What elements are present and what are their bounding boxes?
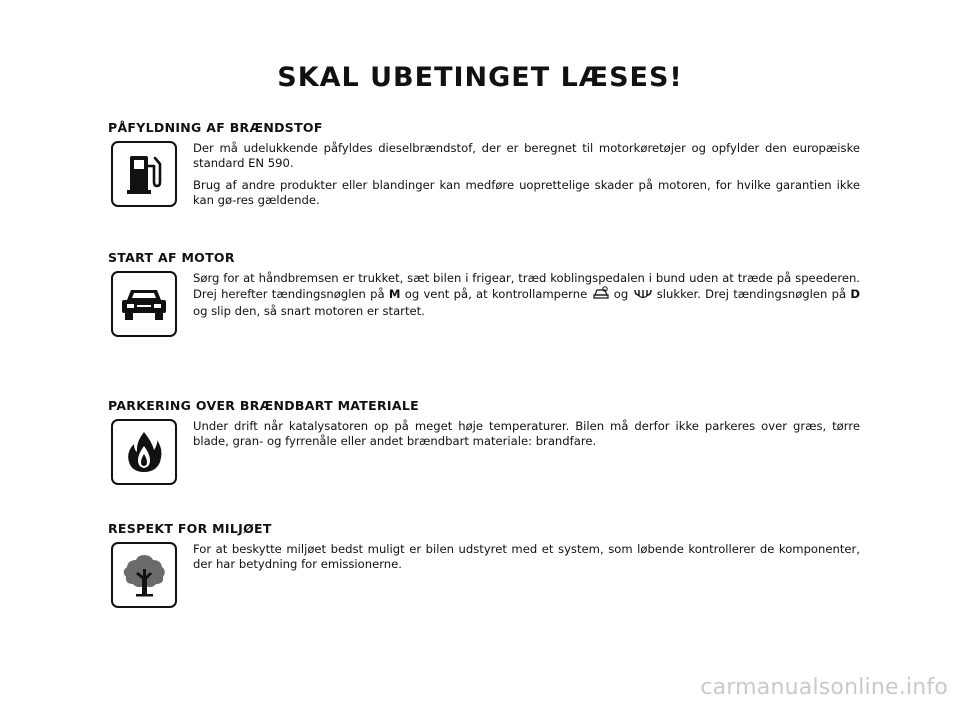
paragraph: For at beskytte miljøet bedst muligt er bilen udstyret med et system, som løbende kontrollerer de komponenter, der har betydning for emissionerne. [193, 542, 860, 571]
text-run: og [609, 286, 633, 301]
fuel-pump-icon [111, 141, 177, 207]
text-run: og slip den, så snart motoren er startet. [193, 304, 425, 319]
section-environment [108, 521, 860, 579]
section-heading: PÅFYLDNING AF BRÆNDSTOF [108, 120, 323, 135]
car-icon [111, 271, 177, 337]
glow-plug-icon [633, 287, 653, 305]
section-heading: RESPEKT FOR MILJØET [108, 521, 272, 536]
text-run: og vent på, at kontrollamperne [400, 286, 592, 301]
section-heading: PARKERING OVER BRÆNDBART MATERIALE [108, 398, 419, 413]
page-title: SKAL UBETINGET LÆSES! [277, 62, 683, 93]
key-position-d: D [850, 286, 860, 301]
tree-icon [111, 542, 177, 608]
text-run: Sørg for at håndbremsen er trukket, sæt bilen i frigear, træd koblingspedalen i bund uden at træde på speederen. Drej herefter tændingsnøglen på [193, 271, 860, 301]
section-fuel [108, 120, 860, 215]
key-position-m: M [388, 286, 401, 301]
paragraph [193, 271, 860, 319]
section-heading: START AF MOTOR [108, 250, 235, 265]
paragraph: Der må udelukkende påfyldes dieselbrændstof, der er beregnet til motorkøretøjer og opfylder den europæiske standard EN 590. [193, 141, 860, 170]
section-parking [108, 398, 860, 456]
section-start-engine [108, 250, 860, 327]
immobilizer-warning-icon [592, 286, 610, 305]
flame-icon [111, 419, 177, 485]
watermark: carmanualsonline.info [700, 675, 948, 700]
text-run: slukker. Drej tændingsnøglen på [652, 286, 851, 301]
paragraph: Under drift når katalysatoren op på meget høje temperaturer. Bilen må derfor ikke parkeres over græs, tørre blade, gran- og fyrrenåle eller andet brændbart materiale: brandfare. [193, 419, 860, 448]
paragraph: Brug af andre produkter eller blandinger kan medføre uoprettelige skader på motoren, for hvilke garantien ikke kan gø-res gældende. [193, 178, 860, 207]
